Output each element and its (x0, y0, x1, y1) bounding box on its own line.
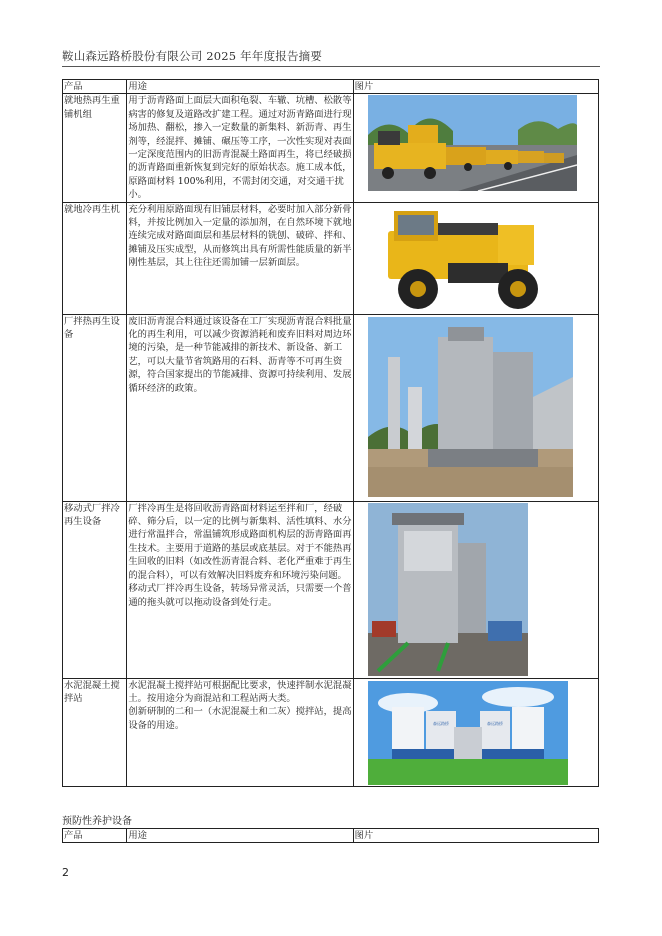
usage-paragraph: 充分利用原路面现有旧铺层材料，必要时加入部分新骨料，并按比例加入一定量的添加剂，在自然环境下就地连续完成对路面面层和基层材料的铣刨、破碎、拌和、摊铺及压实成型，从而修筑出具有所需性能质量的新半刚性基层，其上往往还需加铺一层新面层。 (128, 203, 352, 269)
table-row (63, 314, 599, 501)
product-image-cell (353, 678, 598, 786)
product-name: 移动式厂拌冷再生设备 (63, 501, 127, 678)
plant-sign-left: 森远路桥 (432, 720, 449, 726)
table-header-row (63, 80, 599, 94)
header-cell-image: 图片 (353, 80, 598, 94)
usage-paragraph: 创新研制的二和一（水泥混凝土和二灰）搅拌站，提高设备的用途。 (128, 706, 352, 731)
table-header-row (63, 829, 599, 843)
product-name: 水泥混凝土搅拌站 (63, 678, 127, 786)
header-cell-product: 产品 (63, 829, 127, 843)
header-cell-image: 图片 (353, 829, 598, 843)
table-row (63, 202, 599, 314)
header-cell-usage: 用途 (127, 829, 353, 843)
usage-paragraph: 用于沥青路面上面层大面积龟裂、车辙、坑槽、松散等病害的修复及道路改扩建工程。通过对沥青路面进行现场加热、翻松，掺入一定数量的新集料、新沥青、再生剂等，经混拌、摊铺、碾压等工序，一次性实现对表面一定深度范围内的旧沥青混凝土路面再生，将已经破损的沥青路面重新恢复到完好的原始状态。施工成本低，原路面材料 100%利用，不需封闭交通，对交通干扰小。 (128, 95, 352, 201)
header-divider (62, 66, 600, 67)
report-header-title: 鞍山森远路桥股份有限公司 2025 年年度报告摘要 (62, 49, 323, 63)
product-usage (127, 678, 353, 786)
header-cell-product: 产品 (63, 80, 127, 94)
cold-in-place-recycler-photo (368, 205, 564, 313)
product-name: 就地冷再生机 (63, 202, 127, 314)
hot-in-place-recycling-train-photo (368, 95, 577, 191)
plant-sign-right: 森远路桥 (486, 720, 503, 726)
product-usage (127, 314, 353, 501)
usage-paragraph: 水泥混凝土搅拌站可根据配比要求，快速拌制水泥混凝土。按用途分为商混站和工程站两大类。 (128, 679, 352, 705)
product-image-cell (353, 314, 598, 501)
product-usage (127, 94, 353, 202)
concrete-batching-plant-photo (368, 681, 568, 785)
header-cell-usage: 用途 (127, 80, 353, 94)
product-image-cell (353, 202, 598, 314)
product-table (62, 79, 599, 787)
product-image-cell (353, 501, 598, 678)
preventive-maintenance-table (62, 828, 599, 843)
table-row (63, 678, 599, 786)
table-row (63, 501, 599, 678)
page-number: 2 (62, 866, 69, 879)
product-name: 就地热再生重铺机组 (63, 94, 127, 202)
usage-paragraph: 废旧沥青混合料通过该设备在工厂实现沥青混合料批量化的再生利用，可以减少资源消耗和废弃旧料对周边环境的污染，是一种节能减排的新技术、新设备、新工艺，可以大量节省筑路用的石料、沥青等不可再生资源，符合国家提出的节能减排、资源可持续利用、发展循环经济的政策。 (128, 315, 352, 394)
usage-paragraph: 厂拌冷再生是将回收沥青路面材料运至拌和厂，经破碎、筛分后，以一定的比例与新集料、活性填料、水分进行常温拌合，常温铺筑形成路面机构层的沥青路面再生技术。主要用于道路的基层或底基层。对于不能热再生回收的旧料（如改性沥青混合料、老化严重难于再生的混合料），可以有效解决旧料废弃和环境污染问题。 (128, 502, 352, 581)
product-usage (127, 501, 353, 678)
mobile-cold-plant-photo (368, 503, 528, 676)
usage-paragraph: 移动式厂拌冷再生设备，转场异常灵活，只需要一个普通的拖头就可以拖动设备到处行走。 (128, 583, 352, 608)
product-name: 厂拌热再生设备 (63, 314, 127, 501)
product-usage (127, 202, 353, 314)
hot-plant-recycling-photo (368, 317, 573, 497)
section-title: 预防性养护设备 (62, 816, 132, 827)
product-image-cell (353, 94, 598, 202)
table-row (63, 94, 599, 202)
